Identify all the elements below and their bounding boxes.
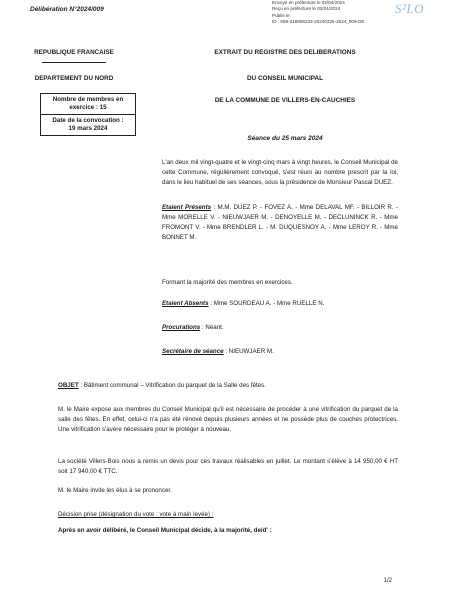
intro-paragraph: L'an deux mil vingt-quatre et le vingt-cinq mars à vingt heures, le Conseil Municipal de cette Commune, régulièrement convoqué, s'est réuni au nombre prescrit par la loi, dans le lieu habituel de ses séances, sous la présidence de Monsieur Pascal DUEZ.	[162, 159, 398, 186]
convocation-box	[41, 114, 135, 135]
paragraph-invite: M. le Maire invite les élus à se prononcer.	[58, 487, 172, 494]
presents-list: : M.M. DUEZ P. - FOVEZ A. - Mme DELAVAL MF. - BILLOIR R. - Mme MORELLE V. - NIEUWJAER M. - DENOYELLE M. - DECLUNINCK R. - Mme FROMONT V. - Mme BRENDLER L. - M. DUQUESNOY A. - Mme LEROY R. - Mme BONNET M.	[162, 204, 398, 241]
absents-label: Etaient Absents	[162, 300, 209, 307]
decision-line: Décision prise (désignation du vote : vote à main levée) :	[58, 511, 214, 518]
members-box	[40, 93, 136, 136]
absents-line	[162, 299, 398, 309]
presents-paragraph	[162, 203, 398, 243]
republic-label: REPUBLIQUE FRANCAISE	[34, 49, 114, 56]
commune-title: DE LA COMMUNE DE VILLERS-EN-CAUCHIES	[214, 97, 356, 104]
stamp-line-published: Publié le	[272, 12, 290, 18]
procurations-value: : Néant.	[201, 324, 224, 331]
procurations-line	[162, 323, 398, 333]
stamp-line-received: Reçu en préfecture le 02/04/2024	[272, 6, 341, 12]
paragraph-devis: La société Villers-Bois nous a remis un devis pour ces travaux réalisables en juillet. Le montant s'élève à 14 950,00 € HT soit 17 940,00 € TTC.	[58, 458, 398, 475]
majority-text: Formant la majorité des membres en exercices.	[162, 279, 293, 286]
prefecture-stamp	[272, 0, 424, 26]
register-title: EXTRAIT DU REGISTRE DES DELIBERATIONS	[214, 49, 356, 56]
absents-list: : Mme SOURDEAU A. - Mme RUELLE N.	[210, 300, 325, 307]
secretary-value: : NIEUWJAER M.	[225, 348, 274, 355]
divider	[42, 62, 106, 63]
presents-label: Etaient Présents	[162, 204, 212, 211]
stamp-line-id: ID : 059-215906223-20240325-2024_009-DE	[272, 19, 365, 25]
council-title: DU CONSEIL MUNICIPAL	[246, 75, 324, 82]
seance-date: Séance du 25 mars 2024	[247, 135, 323, 142]
paragraph-expose: M. le Maire expose aux membres du Conseil Municipal qu'il est nécessaire de procéder à une vitrification du parquet de la salle des fêtes. En effet, celui-ci n'a pas été rénové depuis plusieurs années et ne possède plus de couches protectrices. Une vitrification s'avère nécessaire pour le protéger à nouveau.	[58, 406, 398, 433]
deliberation-number: Délibération N°2024/009	[30, 6, 104, 13]
objet-text: : Bâtiment communal – Vitrification du parquet de la Salle des fêtes.	[80, 382, 266, 389]
convocation-label: Date de la convocation :	[52, 117, 124, 124]
stamp-line-sent: Envoyé en préfecture le 02/04/2024	[272, 0, 345, 5]
slo-logo: S²LO	[394, 1, 424, 16]
objet-line	[58, 381, 398, 391]
members-count: Nombre de membres en exercice : 15	[52, 96, 124, 111]
secretary-line	[162, 347, 398, 357]
page-number: 1/2	[383, 578, 392, 584]
convocation-date: 19 mars 2024	[68, 125, 108, 132]
conclusion-line: Après en avoir délibéré, le Conseil Municipal décide, à la majorité, de/d' :	[58, 527, 272, 534]
objet-label: OBJET	[58, 382, 79, 389]
department-label: DEPARTEMENT DU NORD	[34, 75, 114, 82]
secretary-label: Secrétaire de séance	[162, 348, 224, 355]
procurations-label: Procurations	[162, 324, 201, 331]
